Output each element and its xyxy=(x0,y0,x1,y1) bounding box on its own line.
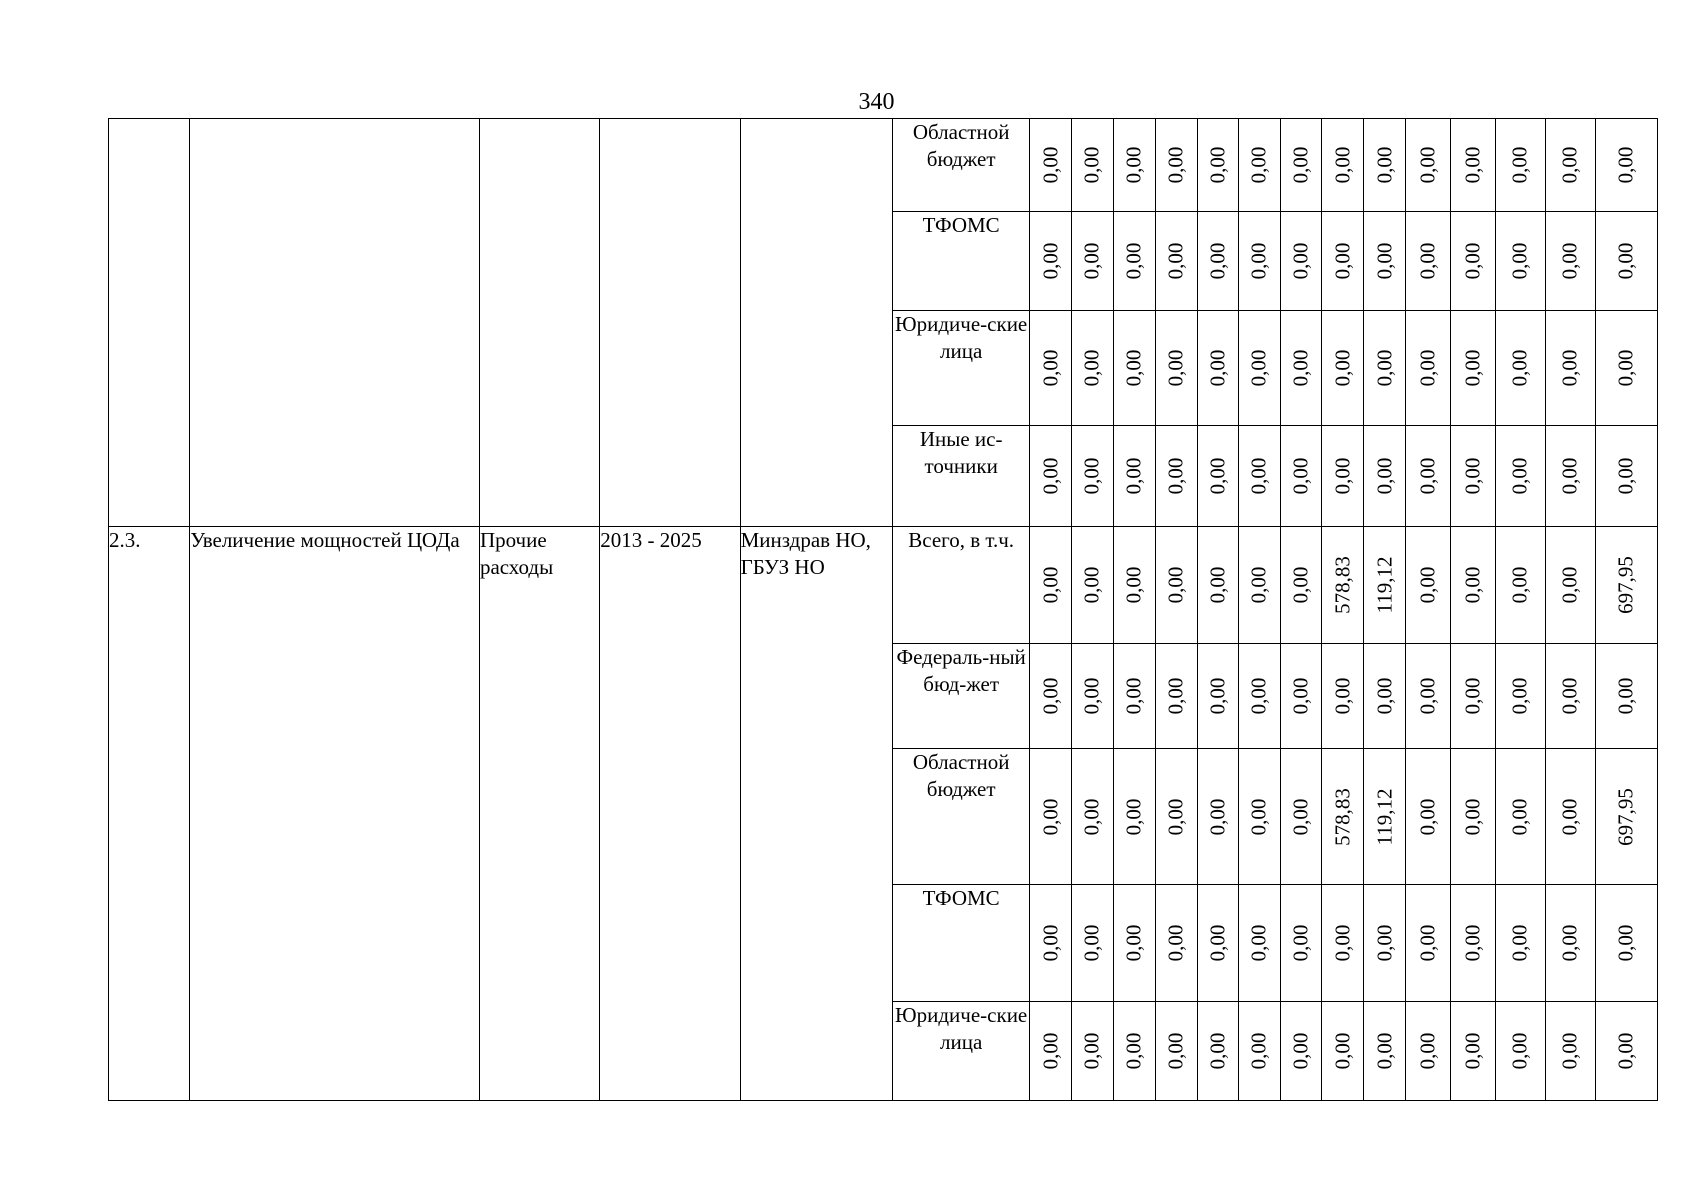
value-cell xyxy=(1197,119,1238,212)
value-cell xyxy=(1545,527,1595,644)
value-text: 0,00 xyxy=(1557,924,1582,962)
value-cell xyxy=(1280,527,1321,644)
value-text: 0,00 xyxy=(1372,242,1397,280)
value-cell xyxy=(1451,311,1496,426)
value-cell xyxy=(1545,885,1595,1002)
table-row xyxy=(109,527,1658,644)
value-text: 0,00 xyxy=(1460,349,1485,387)
value-text: 0,00 xyxy=(1246,566,1271,604)
value-cell xyxy=(1030,212,1072,311)
value-cell xyxy=(1321,119,1363,212)
value-text: 0,00 xyxy=(1038,566,1063,604)
value-text: 0,00 xyxy=(1372,677,1397,715)
value-text: 0,00 xyxy=(1163,146,1188,184)
value-text: 0,00 xyxy=(1288,798,1313,835)
value-cell xyxy=(1364,644,1406,749)
value-text: 0,00 xyxy=(1415,924,1440,962)
value-cell xyxy=(1321,1002,1363,1101)
value-cell xyxy=(1280,426,1321,527)
value-cell xyxy=(1545,749,1595,885)
value-text: 0,00 xyxy=(1038,1032,1063,1070)
value-text: 578,83 xyxy=(1330,787,1355,846)
value-text: 0,00 xyxy=(1460,146,1485,184)
value-cell xyxy=(1155,1002,1197,1101)
value-text: 0,00 xyxy=(1507,677,1532,715)
value-cell xyxy=(1072,527,1113,644)
value-text: 0,00 xyxy=(1246,1032,1271,1070)
value-text: 0,00 xyxy=(1460,1032,1485,1070)
value-text: 0,00 xyxy=(1613,349,1638,387)
value-cell xyxy=(1238,644,1280,749)
value-cell xyxy=(1595,119,1657,212)
value-text: 0,00 xyxy=(1205,677,1230,715)
value-text: 0,00 xyxy=(1372,349,1397,387)
value-cell xyxy=(1406,426,1451,527)
value-text: 0,00 xyxy=(1121,457,1146,495)
value-cell xyxy=(1030,749,1072,885)
value-text: 0,00 xyxy=(1246,146,1271,184)
value-text: 0,00 xyxy=(1079,1032,1104,1070)
page-number: 340 xyxy=(858,89,895,115)
value-cell xyxy=(1280,749,1321,885)
value-cell xyxy=(1072,119,1113,212)
value-cell xyxy=(1595,1002,1657,1101)
value-cell xyxy=(1321,426,1363,527)
value-text: 0,00 xyxy=(1507,146,1532,184)
value-cell xyxy=(1496,426,1545,527)
value-cell xyxy=(1072,212,1113,311)
value-text: 0,00 xyxy=(1507,566,1532,604)
value-cell xyxy=(1238,1002,1280,1101)
value-text: 0,00 xyxy=(1246,349,1271,387)
value-cell xyxy=(1451,527,1496,644)
value-text: 0,00 xyxy=(1246,457,1271,495)
value-cell xyxy=(1496,1002,1545,1101)
value-cell xyxy=(1113,885,1155,1002)
value-text: 0,00 xyxy=(1507,1032,1532,1070)
value-cell xyxy=(1321,311,1363,426)
value-cell xyxy=(1595,212,1657,311)
value-cell xyxy=(1238,527,1280,644)
value-cell xyxy=(1451,1002,1496,1101)
value-text: 0,00 xyxy=(1415,677,1440,715)
value-text: 0,00 xyxy=(1372,457,1397,495)
value-text: 0,00 xyxy=(1121,798,1146,835)
value-cell xyxy=(1238,119,1280,212)
value-text: 0,00 xyxy=(1079,242,1104,280)
value-cell xyxy=(1451,644,1496,749)
value-text: 0,00 xyxy=(1613,1032,1638,1070)
continuation-cell xyxy=(740,119,892,527)
value-cell xyxy=(1496,311,1545,426)
table-row xyxy=(109,119,1658,212)
executor: Минздрав НО, ГБУЗ НО xyxy=(740,527,892,1101)
value-cell xyxy=(1595,644,1657,749)
value-text: 0,00 xyxy=(1163,924,1188,962)
value-cell xyxy=(1364,119,1406,212)
value-cell xyxy=(1072,1002,1113,1101)
expense-type: Прочие расходы xyxy=(479,527,599,1101)
value-cell xyxy=(1406,1002,1451,1101)
value-cell xyxy=(1113,527,1155,644)
value-text: 578,83 xyxy=(1330,556,1355,614)
continuation-cell xyxy=(190,119,480,527)
value-cell xyxy=(1197,885,1238,1002)
value-text: 0,00 xyxy=(1460,798,1485,835)
value-text: 0,00 xyxy=(1415,242,1440,280)
value-cell xyxy=(1113,426,1155,527)
value-cell xyxy=(1197,527,1238,644)
value-text: 0,00 xyxy=(1163,457,1188,495)
item-name: Увеличение мощностей ЦОДа xyxy=(190,527,480,1101)
value-text: 0,00 xyxy=(1079,924,1104,962)
value-cell xyxy=(1545,119,1595,212)
value-cell xyxy=(1451,426,1496,527)
value-cell xyxy=(1406,644,1451,749)
value-cell xyxy=(1072,311,1113,426)
value-text: 0,00 xyxy=(1460,457,1485,495)
value-text: 0,00 xyxy=(1613,677,1638,715)
value-text: 0,00 xyxy=(1038,349,1063,387)
value-cell xyxy=(1595,311,1657,426)
value-text: 0,00 xyxy=(1038,457,1063,495)
value-text: 0,00 xyxy=(1288,566,1313,604)
value-text: 0,00 xyxy=(1079,798,1104,835)
value-text: 0,00 xyxy=(1613,146,1638,184)
value-text: 0,00 xyxy=(1038,677,1063,715)
value-text: 0,00 xyxy=(1330,146,1355,184)
value-text: 0,00 xyxy=(1079,457,1104,495)
value-cell xyxy=(1496,644,1545,749)
value-text: 0,00 xyxy=(1613,242,1638,280)
value-cell xyxy=(1321,749,1363,885)
value-cell xyxy=(1030,426,1072,527)
value-text: 0,00 xyxy=(1415,798,1440,835)
value-cell xyxy=(1030,1002,1072,1101)
value-cell xyxy=(1364,885,1406,1002)
value-cell xyxy=(1451,749,1496,885)
value-text: 0,00 xyxy=(1372,1032,1397,1070)
value-text: 0,00 xyxy=(1163,1032,1188,1070)
value-text: 0,00 xyxy=(1121,1032,1146,1070)
continuation-cell xyxy=(109,119,190,527)
implementation-period: 2013 - 2025 xyxy=(600,527,740,1101)
item-number: 2.3. xyxy=(109,527,190,1101)
value-cell xyxy=(1406,749,1451,885)
value-cell xyxy=(1155,527,1197,644)
value-cell xyxy=(1364,212,1406,311)
funding-source: ТФОМС xyxy=(892,212,1029,311)
value-text: 0,00 xyxy=(1079,677,1104,715)
value-text: 0,00 xyxy=(1460,924,1485,962)
value-cell xyxy=(1545,644,1595,749)
value-text: 697,95 xyxy=(1613,556,1638,614)
continuation-cell xyxy=(479,119,599,527)
value-text: 0,00 xyxy=(1079,146,1104,184)
value-text: 0,00 xyxy=(1163,566,1188,604)
value-cell xyxy=(1238,311,1280,426)
value-text: 0,00 xyxy=(1288,146,1313,184)
value-text: 0,00 xyxy=(1163,349,1188,387)
value-cell xyxy=(1595,749,1657,885)
value-cell xyxy=(1496,527,1545,644)
value-text: 0,00 xyxy=(1460,677,1485,715)
value-text: 0,00 xyxy=(1205,566,1230,604)
value-cell xyxy=(1451,212,1496,311)
value-cell xyxy=(1496,212,1545,311)
funding-source: Всего, в т.ч. xyxy=(892,527,1029,644)
value-text: 0,00 xyxy=(1121,924,1146,962)
value-text: 0,00 xyxy=(1330,677,1355,715)
value-cell xyxy=(1030,311,1072,426)
funding-source: Областной бюджет xyxy=(892,749,1029,885)
value-text: 0,00 xyxy=(1121,242,1146,280)
value-text: 119,12 xyxy=(1372,556,1397,614)
value-text: 0,00 xyxy=(1288,924,1313,962)
value-cell xyxy=(1238,426,1280,527)
funding-source: Юридиче-ские лица xyxy=(892,311,1029,426)
value-cell xyxy=(1030,644,1072,749)
value-text: 0,00 xyxy=(1246,242,1271,280)
value-text: 0,00 xyxy=(1288,1032,1313,1070)
value-text: 0,00 xyxy=(1613,457,1638,495)
value-text: 0,00 xyxy=(1121,349,1146,387)
value-cell xyxy=(1238,212,1280,311)
value-text: 0,00 xyxy=(1038,798,1063,835)
value-text: 0,00 xyxy=(1557,1032,1582,1070)
value-text: 0,00 xyxy=(1507,457,1532,495)
value-cell xyxy=(1496,119,1545,212)
value-text: 0,00 xyxy=(1557,798,1582,835)
value-text: 119,12 xyxy=(1372,788,1397,845)
value-cell xyxy=(1406,212,1451,311)
value-cell xyxy=(1280,644,1321,749)
value-text: 0,00 xyxy=(1038,242,1063,280)
value-text: 0,00 xyxy=(1205,146,1230,184)
value-text: 0,00 xyxy=(1330,242,1355,280)
value-cell xyxy=(1197,311,1238,426)
value-cell xyxy=(1155,644,1197,749)
value-cell xyxy=(1451,119,1496,212)
value-cell xyxy=(1595,885,1657,1002)
budget-table xyxy=(108,118,1658,1101)
value-cell xyxy=(1321,212,1363,311)
value-cell xyxy=(1072,885,1113,1002)
value-cell xyxy=(1280,212,1321,311)
value-text: 0,00 xyxy=(1460,242,1485,280)
value-text: 0,00 xyxy=(1205,349,1230,387)
value-cell xyxy=(1238,749,1280,885)
value-cell xyxy=(1364,527,1406,644)
value-cell xyxy=(1545,212,1595,311)
funding-source: Иные ис-точники xyxy=(892,426,1029,527)
funding-source: Федераль-ный бюд-жет xyxy=(892,644,1029,749)
value-text: 0,00 xyxy=(1205,242,1230,280)
value-text: 0,00 xyxy=(1163,677,1188,715)
value-cell xyxy=(1364,1002,1406,1101)
value-text: 0,00 xyxy=(1415,349,1440,387)
value-cell xyxy=(1197,212,1238,311)
value-text: 0,00 xyxy=(1507,924,1532,962)
value-cell xyxy=(1155,212,1197,311)
value-cell xyxy=(1113,212,1155,311)
value-text: 0,00 xyxy=(1557,146,1582,184)
value-cell xyxy=(1496,885,1545,1002)
value-text: 0,00 xyxy=(1372,146,1397,184)
value-text: 0,00 xyxy=(1557,566,1582,604)
value-cell xyxy=(1155,426,1197,527)
value-text: 0,00 xyxy=(1372,924,1397,962)
value-cell xyxy=(1321,885,1363,1002)
value-text: 0,00 xyxy=(1288,457,1313,495)
value-text: 0,00 xyxy=(1330,1032,1355,1070)
value-cell xyxy=(1364,311,1406,426)
value-cell xyxy=(1155,749,1197,885)
value-text: 0,00 xyxy=(1415,566,1440,604)
value-cell xyxy=(1197,749,1238,885)
value-text: 0,00 xyxy=(1507,349,1532,387)
value-text: 0,00 xyxy=(1507,242,1532,280)
value-text: 0,00 xyxy=(1613,924,1638,962)
value-text: 0,00 xyxy=(1557,349,1582,387)
value-cell xyxy=(1113,644,1155,749)
value-text: 0,00 xyxy=(1038,146,1063,184)
value-text: 0,00 xyxy=(1330,349,1355,387)
value-text: 0,00 xyxy=(1246,798,1271,835)
funding-source: ТФОМС xyxy=(892,885,1029,1002)
value-cell xyxy=(1406,885,1451,1002)
value-cell xyxy=(1595,527,1657,644)
value-cell xyxy=(1595,426,1657,527)
value-text: 0,00 xyxy=(1079,349,1104,387)
value-cell xyxy=(1364,749,1406,885)
value-cell xyxy=(1545,1002,1595,1101)
value-text: 0,00 xyxy=(1205,457,1230,495)
value-cell xyxy=(1321,644,1363,749)
value-text: 0,00 xyxy=(1288,349,1313,387)
value-cell xyxy=(1113,119,1155,212)
value-text: 0,00 xyxy=(1163,798,1188,835)
value-cell xyxy=(1072,426,1113,527)
value-cell xyxy=(1072,749,1113,885)
value-cell xyxy=(1321,527,1363,644)
value-text: 697,95 xyxy=(1613,787,1638,846)
value-cell xyxy=(1197,644,1238,749)
value-cell xyxy=(1451,885,1496,1002)
value-text: 0,00 xyxy=(1121,677,1146,715)
value-cell xyxy=(1406,311,1451,426)
value-text: 0,00 xyxy=(1415,1032,1440,1070)
value-cell xyxy=(1072,644,1113,749)
value-cell xyxy=(1113,1002,1155,1101)
value-text: 0,00 xyxy=(1205,924,1230,962)
value-cell xyxy=(1406,119,1451,212)
value-text: 0,00 xyxy=(1288,242,1313,280)
value-cell xyxy=(1406,527,1451,644)
value-text: 0,00 xyxy=(1205,1032,1230,1070)
value-cell xyxy=(1280,311,1321,426)
value-text: 0,00 xyxy=(1460,566,1485,604)
value-text: 0,00 xyxy=(1557,457,1582,495)
value-cell xyxy=(1113,311,1155,426)
value-text: 0,00 xyxy=(1038,924,1063,962)
value-text: 0,00 xyxy=(1121,566,1146,604)
value-text: 0,00 xyxy=(1507,798,1532,835)
continuation-cell xyxy=(600,119,740,527)
value-cell xyxy=(1197,426,1238,527)
value-text: 0,00 xyxy=(1415,146,1440,184)
value-cell xyxy=(1545,311,1595,426)
value-cell xyxy=(1113,749,1155,885)
value-text: 0,00 xyxy=(1415,457,1440,495)
value-cell xyxy=(1496,749,1545,885)
value-text: 0,00 xyxy=(1330,924,1355,962)
value-cell xyxy=(1280,119,1321,212)
value-text: 0,00 xyxy=(1163,242,1188,280)
value-cell xyxy=(1030,885,1072,1002)
value-cell xyxy=(1238,885,1280,1002)
value-cell xyxy=(1030,119,1072,212)
value-text: 0,00 xyxy=(1246,924,1271,962)
value-text: 0,00 xyxy=(1205,798,1230,835)
value-cell xyxy=(1364,426,1406,527)
value-text: 0,00 xyxy=(1288,677,1313,715)
value-cell xyxy=(1155,311,1197,426)
value-text: 0,00 xyxy=(1121,146,1146,184)
funding-source: Юридиче-ские лица xyxy=(892,1002,1029,1101)
value-text: 0,00 xyxy=(1330,457,1355,495)
value-cell xyxy=(1155,885,1197,1002)
value-text: 0,00 xyxy=(1557,677,1582,715)
value-cell xyxy=(1280,885,1321,1002)
value-cell xyxy=(1155,119,1197,212)
value-text: 0,00 xyxy=(1557,242,1582,280)
value-cell xyxy=(1030,527,1072,644)
value-text: 0,00 xyxy=(1246,677,1271,715)
value-cell xyxy=(1197,1002,1238,1101)
value-text: 0,00 xyxy=(1079,566,1104,604)
value-cell xyxy=(1545,426,1595,527)
funding-source: Областной бюджет xyxy=(892,119,1029,212)
value-cell xyxy=(1280,1002,1321,1101)
